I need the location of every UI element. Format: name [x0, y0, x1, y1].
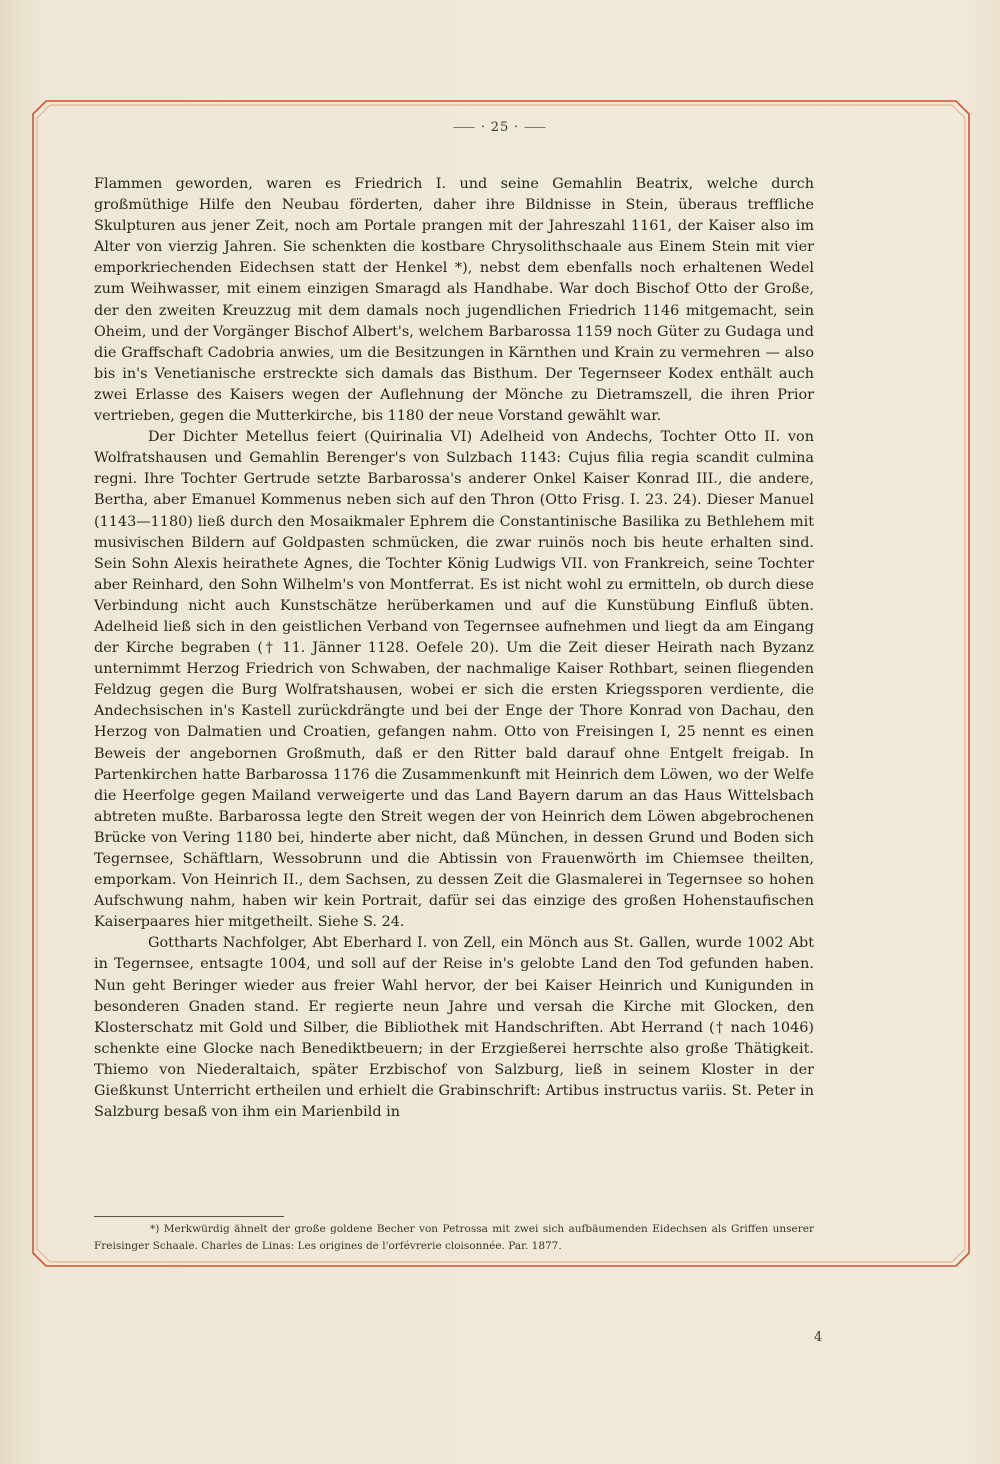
page-number-ornament-left: ⸺ ⸱: [452, 120, 491, 135]
paragraph-1: Flammen geworden, waren es Friedrich I. und seine Gemahlin Beatrix, welche durch großmüthige Hilfe den Neubau förderten, daher ihre Bildnisse in Stein, überaus treffliche Skulpturen aus jener Zeit, noch am Portale prangen mit der Jahreszahl 1161, der Kaiser also im Alter von vierzig Jahren. Sie schenkten die kostbare Chrysolithschaale aus Einem Stein mit vier emporkriechenden Eidechsen statt der Henkel *), nebst dem ebenfalls noch erhaltenen Wedel zum Weihwasser, mit einem einzigen Smaragd als Handhabe. War doch Bischof Otto der Große, der den zweiten Kreuzzug mit dem damals noch jugendlichen Friedrich 1146 mitgemacht, sein Oheim, und der Vorgänger Bischof Albert's, welchem Barbarossa 1159 noch Güter zu Gudaga und die Graffschaft Cadobria anwies, um die Besitzungen in Kärnthen und Krain zu vermehren — also bis in's Venetianische erstreckte sich damals das Bisthum. Der Tegernseer Kodex enthält auch zwei Erlasse des Kaisers wegen der Auflehnung der Mönche zu Dietramszell, die ihren Prior vertrieben, gegen die Mutterkirche, bis 1180 der neue Vorstand gewählt war.: [94, 176, 814, 425]
footnote-divider: [94, 1216, 284, 1217]
page-number-value: 25: [490, 120, 510, 135]
footnote-text: *) Merkwürdig ähnelt der große goldene Becher von Petrossa mit zwei sich aufbäumenden Eidechsen als Griffen unserer Freisinger Schaale. Charles de Linas: Les origines de l'orfévrerie cloisonnée. Par. 1877.: [94, 1223, 814, 1252]
footnote: [94, 1221, 814, 1255]
page-number: [0, 116, 1000, 135]
main-text: [94, 174, 814, 1123]
paragraph-2: Der Dichter Metellus feiert (Quirinalia VI) Adelheid von Andechs, Tochter Otto II. von Wolfratshausen und Gemahlin Berenger's von Sulzbach 1143: Cujus filia regia scandit culmina regni. Ihre Tochter Gertrude setzte Barbarossa's anderer Onkel Kaiser Konrad III., die andere, Bertha, aber Emanuel Kommenus neben sich auf den Thron (Otto Frisg. I. 23. 24). Dieser Manuel (1143—1180) ließ durch den Mosaikmaler Ephrem die Constantinische Basilika zu Bethlehem mit musivischen Bildern auf Goldpasten schmücken, die zwar ruinös noch bis heute erhalten sind. Sein Sohn Alexis heirathete Agnes, die Tochter König Ludwigs VII. von Frankreich, seine Tochter aber Reinhard, den Sohn Wilhelm's von Montferrat. Es ist nicht wohl zu ermitteln, ob durch diese Verbindung nicht auch Kunstschätze herüberkamen und auf die Kunstübung Einfluß übten. Adelheid ließ sich in den geistlichen Verband von Tegernsee aufnehmen und liegt da am Eingang der Kirche begraben († 11. Jänner 1128. Oefele 20). Um die Zeit dieser Heirath nach Byzanz unternimmt Herzog Friedrich von Schwaben, der nachmalige Kaiser Rothbart, seinen fliegenden Feldzug gegen die Burg Wolfratshausen, wobei er sich die ersten Kriegssporen verdiente, die Andechsischen in's Kastell zurückdrängte und bei der Enge der Thore Konrad von Dachau, den Herzog von Dalmatien und Croatien, gefangen nahm. Otto von Freisingen I, 25 nennt es einen Beweis der angebornen Großmuth, daß er den Ritter bald darauf ohne Entgelt freigab. In Partenkirchen hatte Barbarossa 1176 die Zusammenkunft mit Heinrich dem Löwen, wo der Welfe die Heerfolge gegen Mailand verweigerte und das Land Bayern darum an das Haus Wittelsbach abtreten mußte. Barbarossa legte den Streit wegen der von Heinrich dem Löwen abgebrochenen Brücke von Vering 1180 bei, hinderte aber nicht, daß München, in dessen Grund und Boden sich Tegernsee, Schäftlarn, Wessobrunn und die Abtissin von Frauenwörth im Chiemsee theilten, emporkam. Von Heinrich II., dem Sachsen, zu dessen Zeit die Glasmalerei in Tegernsee so hohen Aufschwung nahm, haben wir kein Portrait, dafür sei das einzige des großen Hohenstaufischen Kaiserpaares hier mitgetheilt. Siehe S. 24.: [94, 429, 814, 931]
signature-mark: 4: [814, 1330, 823, 1345]
page-number-ornament-right: ⸱ ⸺: [509, 120, 548, 135]
paragraph-3: Gottharts Nachfolger, Abt Eberhard I. von Zell, ein Mönch aus St. Gallen, wurde 1002 Abt in Tegernsee, entsagte 1004, und soll auf der Reise in's gelobte Land den Tod gefunden haben. Nun geht Beringer wieder aus freier Wahl hervor, der bei Kaiser Heinrich und Kunigunden in besonderen Gnaden stand. Er regierte neun Jahre und versah die Kirche mit Glocken, den Klosterschatz mit Gold und Silber, die Bibliothek mit Handschriften. Abt Herrand († nach 1046) schenkte eine Glocke nach Benediktbeuern; in der Erzgießerei herrschte also große Thätigkeit. Thiemo von Niederaltaich, später Erzbischof von Salzburg, ließ in seinem Kloster in der Gießkunst Unterricht ertheilen und erhielt die Grabinschrift: Artibus instructus variis. St. Peter in Salzburg besaß von ihm ein Marienbild in: [94, 935, 814, 1121]
